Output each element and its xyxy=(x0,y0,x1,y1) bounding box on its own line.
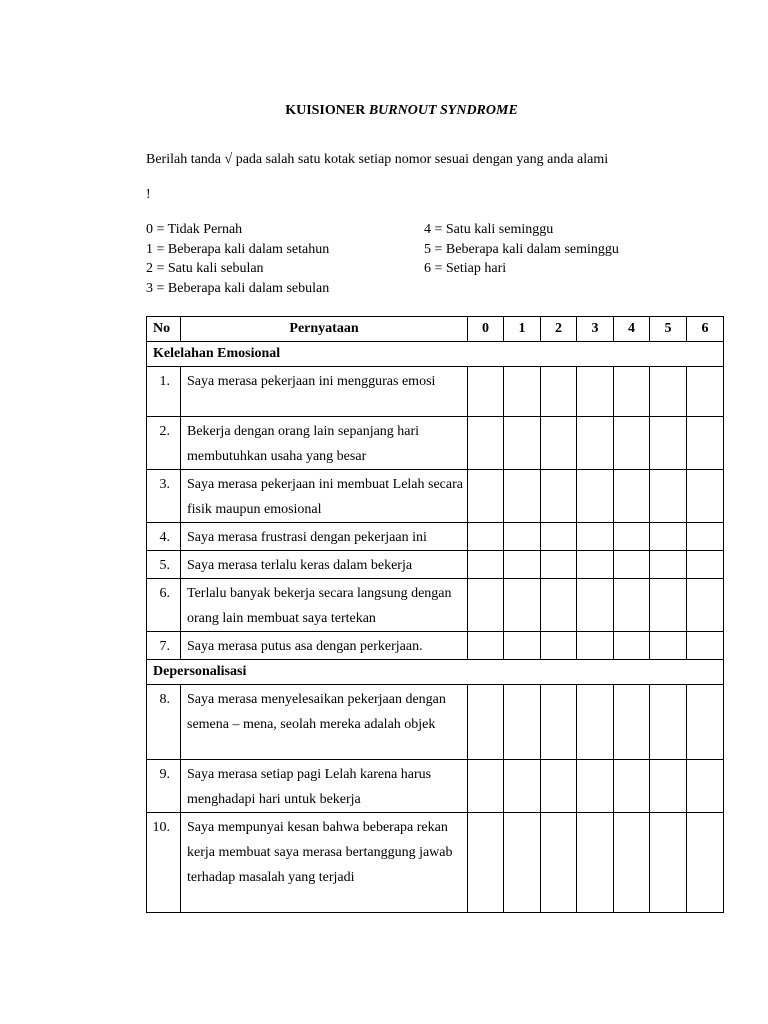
table-row xyxy=(147,579,724,632)
answer-cell-3[interactable] xyxy=(577,685,614,760)
statement-text: Saya mempunyai kesan bahwa beberapa rekan kerja membuat saya merasa bertanggung jawab terhadap masalah yang terjadi xyxy=(181,813,468,913)
answer-cell-2[interactable] xyxy=(541,685,577,760)
table-row xyxy=(147,760,724,813)
legend-item: 4 = Satu kali seminggu xyxy=(424,222,554,237)
legend-item: 1 = Beberapa kali dalam setahun xyxy=(146,241,330,257)
answer-cell-0[interactable] xyxy=(468,470,504,523)
legend-item: 0 = Tidak Pernah xyxy=(146,222,243,237)
answer-cell-6[interactable] xyxy=(687,685,724,760)
header-scale-0: 0 xyxy=(468,317,504,342)
answer-cell-4[interactable] xyxy=(614,470,650,523)
answer-cell-4[interactable] xyxy=(614,632,650,660)
header-scale-3: 3 xyxy=(577,317,614,342)
statement-text: Saya merasa menyelesaikan pekerjaan dengan semena – mena, seolah mereka adalah objek xyxy=(181,685,468,760)
table-row xyxy=(147,813,724,913)
questionnaire-table xyxy=(146,316,724,913)
answer-cell-5[interactable] xyxy=(650,579,687,632)
answer-cell-6[interactable] xyxy=(687,367,724,417)
answer-cell-4[interactable] xyxy=(614,367,650,417)
row-number: 4. xyxy=(147,523,181,551)
title-normal: KUISIONER xyxy=(285,103,369,118)
answer-cell-2[interactable] xyxy=(541,367,577,417)
answer-cell-1[interactable] xyxy=(504,470,541,523)
answer-cell-2[interactable] xyxy=(541,760,577,813)
answer-cell-6[interactable] xyxy=(687,470,724,523)
answer-cell-4[interactable] xyxy=(614,760,650,813)
instruction-text: Berilah tanda √ pada salah satu kotak setiap nomor sesuai dengan yang anda alami xyxy=(146,152,609,167)
statement-text: Saya merasa frustrasi dengan pekerjaan ini xyxy=(181,523,468,551)
answer-cell-1[interactable] xyxy=(504,813,541,913)
header-scale-1: 1 xyxy=(504,317,541,342)
row-number: 6. xyxy=(147,579,181,632)
answer-cell-0[interactable] xyxy=(468,579,504,632)
answer-cell-1[interactable] xyxy=(504,367,541,417)
table-row xyxy=(147,523,724,551)
answer-cell-5[interactable] xyxy=(650,367,687,417)
legend-item: 5 = Beberapa kali dalam seminggu xyxy=(424,241,619,257)
statement-text: Saya merasa pekerjaan ini membuat Lelah secara fisik maupun emosional xyxy=(181,470,468,523)
answer-cell-3[interactable] xyxy=(577,551,614,579)
row-number: 8. xyxy=(147,685,181,760)
table-row xyxy=(147,417,724,470)
statement-text: Bekerja dengan orang lain sepanjang hari membutuhkan usaha yang besar xyxy=(181,417,468,470)
table-row xyxy=(147,632,724,660)
answer-cell-0[interactable] xyxy=(468,417,504,470)
header-scale-4: 4 xyxy=(614,317,650,342)
answer-cell-4[interactable] xyxy=(614,523,650,551)
instruction-end: ! xyxy=(146,187,151,202)
row-number: 3. xyxy=(147,470,181,523)
section-heading: Depersonalisasi xyxy=(147,660,724,685)
answer-cell-4[interactable] xyxy=(614,685,650,760)
answer-cell-6[interactable] xyxy=(687,417,724,470)
statement-text: Saya merasa terlalu keras dalam bekerja xyxy=(181,551,468,579)
legend-item: 6 = Setiap hari xyxy=(424,261,507,276)
legend-item: 2 = Satu kali sebulan xyxy=(146,261,264,276)
answer-cell-4[interactable] xyxy=(614,579,650,632)
answer-cell-6[interactable] xyxy=(687,551,724,579)
header-scale-2: 2 xyxy=(541,317,577,342)
table-row xyxy=(147,551,724,579)
row-number: 5. xyxy=(147,551,181,579)
answer-cell-4[interactable] xyxy=(614,551,650,579)
answer-cell-3[interactable] xyxy=(577,367,614,417)
table-row xyxy=(147,367,724,417)
answer-cell-2[interactable] xyxy=(541,551,577,579)
answer-cell-2[interactable] xyxy=(541,523,577,551)
row-number: 9. xyxy=(147,760,181,813)
header-scale-6: 6 xyxy=(687,317,724,342)
table-row xyxy=(147,470,724,523)
answer-cell-0[interactable] xyxy=(468,685,504,760)
statement-text: Saya merasa pekerjaan ini mengguras emosi xyxy=(181,367,468,417)
table-header-row xyxy=(147,317,724,342)
answer-cell-3[interactable] xyxy=(577,632,614,660)
row-number: 1. xyxy=(147,367,181,417)
table-row xyxy=(147,685,724,760)
section-heading: Kelelahan Emosional xyxy=(147,342,724,367)
answer-cell-3[interactable] xyxy=(577,579,614,632)
answer-cell-2[interactable] xyxy=(541,417,577,470)
title-italic: BURNOUT SYNDROME xyxy=(368,103,518,118)
row-number: 2. xyxy=(147,417,181,470)
header-statement: Pernyataan xyxy=(181,317,468,342)
answer-cell-3[interactable] xyxy=(577,470,614,523)
answer-cell-2[interactable] xyxy=(541,632,577,660)
answer-cell-6[interactable] xyxy=(687,579,724,632)
answer-cell-6[interactable] xyxy=(687,632,724,660)
legend-left xyxy=(146,220,329,298)
answer-cell-4[interactable] xyxy=(614,813,650,913)
answer-cell-3[interactable] xyxy=(577,813,614,913)
answer-cell-1[interactable] xyxy=(504,685,541,760)
answer-cell-0[interactable] xyxy=(468,551,504,579)
answer-cell-1[interactable] xyxy=(504,760,541,813)
answer-cell-5[interactable] xyxy=(650,551,687,579)
answer-cell-5[interactable] xyxy=(650,417,687,470)
answer-cell-3[interactable] xyxy=(577,417,614,470)
header-scale-5: 5 xyxy=(650,317,687,342)
statement-text: Saya merasa putus asa dengan perkerjaan. xyxy=(181,632,468,660)
answer-cell-6[interactable] xyxy=(687,813,724,913)
answer-cell-0[interactable] xyxy=(468,523,504,551)
answer-cell-5[interactable] xyxy=(650,523,687,551)
section-row xyxy=(147,342,724,367)
document-title xyxy=(0,103,768,119)
answer-cell-1[interactable] xyxy=(504,551,541,579)
answer-cell-0[interactable] xyxy=(468,813,504,913)
answer-cell-5[interactable] xyxy=(650,632,687,660)
answer-cell-1[interactable] xyxy=(504,417,541,470)
answer-cell-5[interactable] xyxy=(650,760,687,813)
answer-cell-0[interactable] xyxy=(468,760,504,813)
statement-text: Terlalu banyak bekerja secara langsung dengan orang lain membuat saya tertekan xyxy=(181,579,468,632)
answer-cell-1[interactable] xyxy=(504,523,541,551)
row-number: 10. xyxy=(147,813,181,913)
answer-cell-5[interactable] xyxy=(650,470,687,523)
answer-cell-4[interactable] xyxy=(614,417,650,470)
legend-item: 3 = Beberapa kali dalam sebulan xyxy=(146,280,330,296)
row-number: 7. xyxy=(147,632,181,660)
answer-cell-5[interactable] xyxy=(650,685,687,760)
answer-cell-3[interactable] xyxy=(577,523,614,551)
statement-text: Saya merasa setiap pagi Lelah karena harus menghadapi hari untuk bekerja xyxy=(181,760,468,813)
header-no: No xyxy=(147,317,181,342)
answer-cell-3[interactable] xyxy=(577,760,614,813)
answer-cell-0[interactable] xyxy=(468,367,504,417)
answer-cell-2[interactable] xyxy=(541,579,577,632)
answer-cell-1[interactable] xyxy=(504,632,541,660)
answer-cell-6[interactable] xyxy=(687,523,724,551)
answer-cell-5[interactable] xyxy=(650,813,687,913)
answer-cell-0[interactable] xyxy=(468,632,504,660)
answer-cell-1[interactable] xyxy=(504,579,541,632)
section-row xyxy=(147,660,724,685)
answer-cell-2[interactable] xyxy=(541,470,577,523)
legend-right xyxy=(424,220,619,279)
answer-cell-2[interactable] xyxy=(541,813,577,913)
answer-cell-6[interactable] xyxy=(687,760,724,813)
